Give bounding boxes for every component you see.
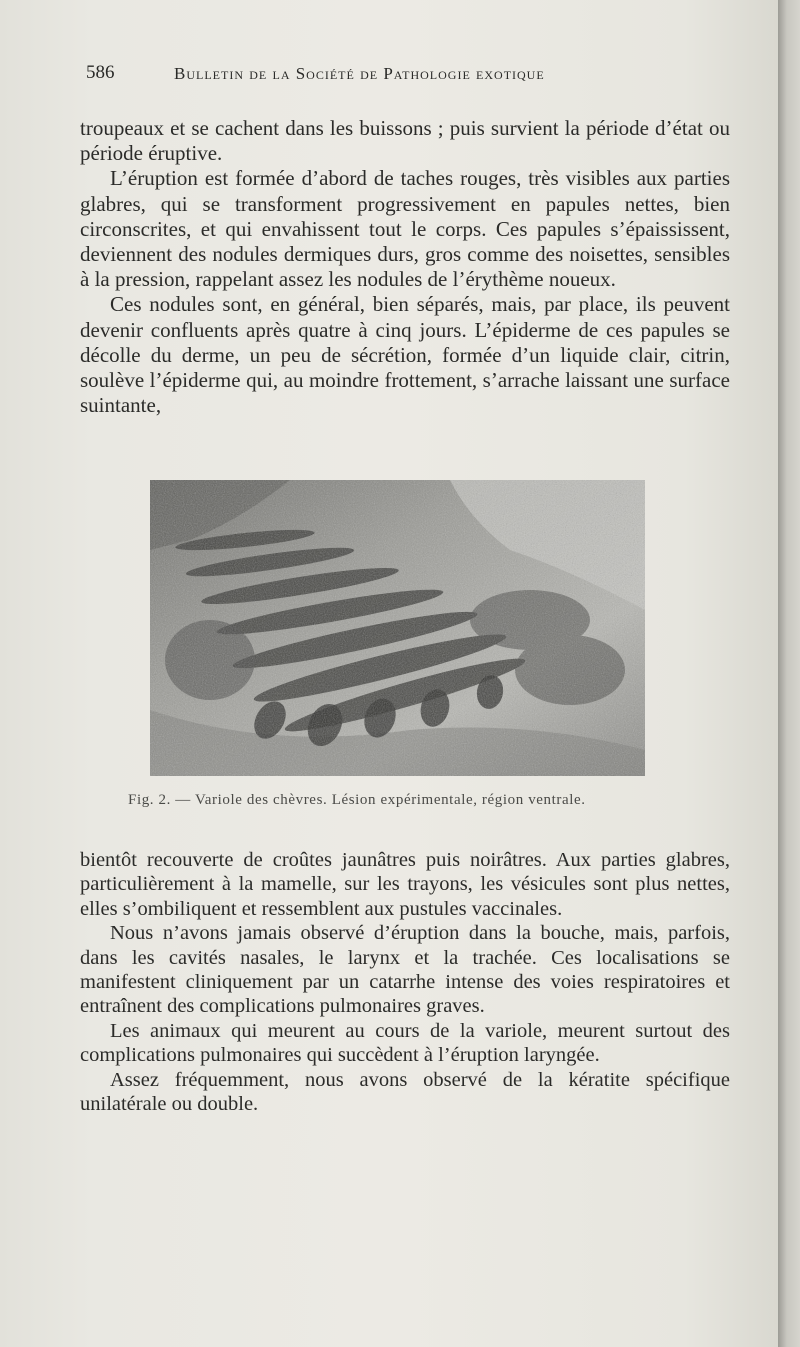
running-head: Bulletin de la Société de Pathologie exotique	[174, 64, 545, 83]
paragraph: troupeaux et se cachent dans les buissons ; puis survient la période d’état ou période éruptive.	[80, 116, 730, 166]
paragraph: Assez fréquemment, nous avons observé de la kératite spécifique unilatérale ou double.	[80, 1068, 730, 1116]
book-binding-shadow	[778, 0, 800, 1347]
paragraph: Les animaux qui meurent au cours de la variole, meurent surtout des complications pulmonaires qui succèdent à l’éruption laryngée.	[80, 1019, 730, 1067]
figure-photograph	[150, 480, 645, 776]
body-text-top	[80, 116, 730, 418]
page-number: 586	[86, 62, 115, 83]
paragraph: Ces nodules sont, en général, bien séparés, mais, par place, ils peuvent devenir confluents après quatre à cinq jours. L’épiderme de ces papules se décolle du derme, un peu de sécrétion, formée d’un liquide clair, citrin, soulève l’épiderme qui, au moindre frottement, s’arrache laissant une surface suintante,	[80, 292, 730, 418]
paragraph: Nous n’avons jamais observé d’éruption dans la bouche, mais, parfois, dans les cavités nasales, le larynx et la trachée. Ces localisations se manifestent cliniquement par un catarrhe intense des voies respiratoires et entraînent des complications pulmonaires graves.	[80, 922, 730, 1018]
paragraph: L’éruption est formée d’abord de taches rouges, très visibles aux parties glabres, qui se transforment progressivement en papules nettes, bien circonscrites, et qui envahissent tout le corps. Ces papules s’épaississent, deviennent des nodules dermiques durs, gros comme des noisettes, sensibles à la pression, rappelant assez les nodules de l’érythème noueux.	[80, 166, 730, 292]
paragraph: bientôt recouverte de croûtes jaunâtres puis noirâtres. Aux parties glabres, particulièrement à la mamelle, sur les trayons, les vésicules sont plus nettes, elles s’ombiliquent et ressemblent aux pustules vaccinales.	[80, 849, 730, 920]
figure-caption: Fig. 2. — Variole des chèvres. Lésion expérimentale, région ventrale.	[128, 792, 586, 808]
body-text-bottom	[80, 848, 730, 1116]
page-header	[86, 58, 646, 88]
